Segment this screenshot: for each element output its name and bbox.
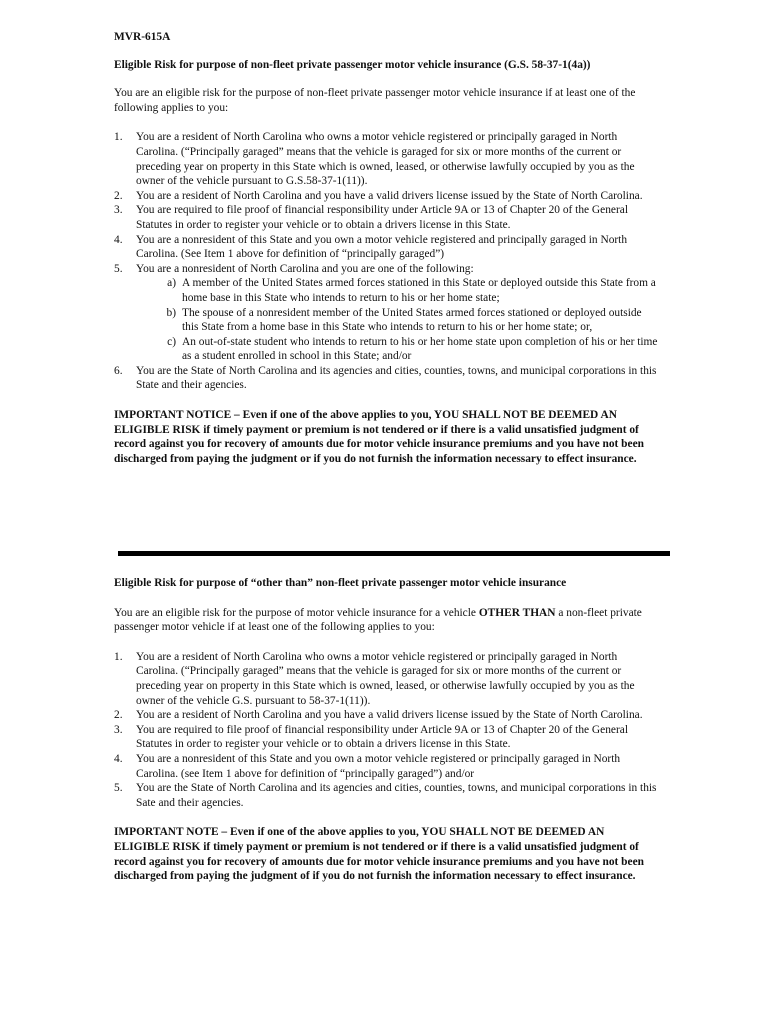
item-text: You are required to file proof of financial responsibility under Article 9A or 13 of Chapter 20 of the General Statutes in order to register your vehicle or to obtain a drivers license in this State. (136, 723, 628, 751)
item-text: You are a resident of North Carolina and you have a valid drivers license issued by the State of North Carolina. (136, 709, 643, 722)
section-1-list (114, 130, 659, 393)
item-number: 3. (114, 204, 123, 217)
sub-item-letter: c) (167, 335, 176, 348)
list-item (114, 752, 659, 781)
item-number: 3. (114, 723, 123, 736)
item-number: 4. (114, 752, 123, 765)
sub-item-text: An out-of-state student who intends to return to his or her home state upon completion of his or her time as a student enrolled in school in this State; and/or (182, 335, 658, 363)
document-section-2 (114, 576, 659, 884)
sub-list-item (136, 306, 659, 335)
list-item (114, 130, 659, 188)
intro-text-after: a non-fleet private passenger motor vehicle if at least one of the following applies to you: (114, 606, 642, 634)
list-item (114, 262, 659, 364)
item-number: 4. (114, 233, 123, 246)
item-text (136, 262, 659, 364)
section-2-heading: Eligible Risk for purpose of “other than” non-fleet private passenger motor vehicle insurance (114, 577, 567, 589)
section-1-heading: Eligible Risk for purpose of non-fleet private passenger motor vehicle insurance (G.S. 58-37-1(4a)) (114, 58, 591, 71)
item-text: You are a resident of North Carolina who owns a motor vehicle registered or principally garaged in North Carolina. (“Principally garaged” means that the vehicle is garaged for six or more months of the current or preceding year on property in this State which is owned, leased, or otherwise lawfully occupied by you as the owner of the vehicle G.S. pursuant to 58-37-1(11)). (136, 650, 635, 707)
item-number: 1. (114, 650, 123, 663)
item-number: 2. (114, 189, 123, 202)
item-text: You are a nonresident of this State and you own a motor vehicle registered and principally garaged in North Carolina. (See Item 1 above for definition of “principally garaged”) (136, 233, 628, 261)
section-1-important-notice: IMPORTANT NOTICE – Even if one of the above applies to you, YOU SHALL NOT BE DEEMED AN ELIGIBLE RISK if timely payment or premium is not tendered or if there is a valid unsatisfied judgment of record against you for recovery of amounts due for motor vehicle insurance premiums and you have not been discharged from paying the judgment or if you do not furnish the information necessary to effect insurance. (114, 409, 644, 465)
sub-list (136, 276, 659, 364)
item-text: You are required to file proof of financial responsibility under Article 9A or 13 of Chapter 20 of the General Statutes in order to register your vehicle or to obtain a drivers license in this State. (136, 204, 628, 231)
section-2-list (114, 650, 659, 811)
intro-text-emphasis: OTHER THAN (478, 606, 556, 619)
sub-item-text: A member of the United States armed forces stationed in this State or deployed outside this State from a home base in this State who intends to return to his or her home state; (182, 277, 656, 304)
item-text: You are the State of North Carolina and its agencies and cities, counties, towns, and municipal corporations in this State and their agencies. (136, 364, 657, 392)
list-item (114, 189, 659, 204)
form-id: MVR-615A (114, 31, 171, 43)
section-divider (118, 551, 670, 556)
sub-item-text: The spouse of a nonresident member of the United States armed forces stationed or deployed outside this State from a home base in this State who intends to return to his or her home state; or, (182, 306, 642, 334)
list-item (114, 650, 659, 708)
section-1-intro: You are an eligible risk for the purpose of non-fleet private passenger motor vehicle insurance if at least one of the following applies to you: (114, 87, 636, 114)
list-item (114, 364, 659, 393)
list-item (114, 708, 659, 723)
item-text: You are the State of North Carolina and its agencies and cities, counties, towns, and municipal corporations in this Sate and their agencies. (136, 782, 657, 809)
list-item (114, 233, 659, 262)
item-text: You are a nonresident of this State and you own a motor vehicle registered or principally garaged in North Carolina. (see Item 1 above for definition of “principally garaged”) and/or (136, 752, 621, 780)
sub-list-item (136, 335, 659, 364)
item-number: 6. (114, 364, 123, 377)
list-item (114, 203, 659, 232)
list-item (114, 723, 659, 752)
item-number: 2. (114, 709, 123, 722)
sub-item-letter: a) (167, 277, 176, 290)
list-item (114, 781, 659, 810)
sub-item-letter: b) (166, 306, 176, 319)
item-text: You are a resident of North Carolina and you have a valid drivers license issued by the State of North Carolina. (136, 189, 643, 202)
item-5-intro: You are a nonresident of North Carolina and you are one of the following: (136, 262, 474, 275)
section-2-important-note: IMPORTANT NOTE – Even if one of the above applies to you, YOU SHALL NOT BE DEEMED AN ELIGIBLE RISK if timely payment or premium is not tendered or if there is a valid unsatisfied judgment of record against you for recovery of amounts due for motor vehicle insurance premiums and you have not been discharged from paying the judgment of if you do not furnish the information necessary to effect insurance. (114, 826, 644, 883)
item-number: 5. (114, 782, 123, 795)
item-number: 5. (114, 262, 123, 275)
item-text: You are a resident of North Carolina who owns a motor vehicle registered or principally garaged in North Carolina. (“Principally garaged” means that the vehicle is garaged for six or more months of the current or preceding year on property in this State which is owned, leased, or otherwise lawfully occupied by you as the owner of the vehicle pursuant to G.S.58-37-1(11)). (136, 131, 635, 188)
intro-text-before: You are an eligible risk for the purpose of motor vehicle insurance for a vehicle (114, 606, 479, 619)
document-section-1 (114, 30, 659, 466)
item-number: 1. (114, 131, 123, 144)
section-2-intro (114, 606, 659, 635)
sub-list-item (136, 276, 659, 305)
